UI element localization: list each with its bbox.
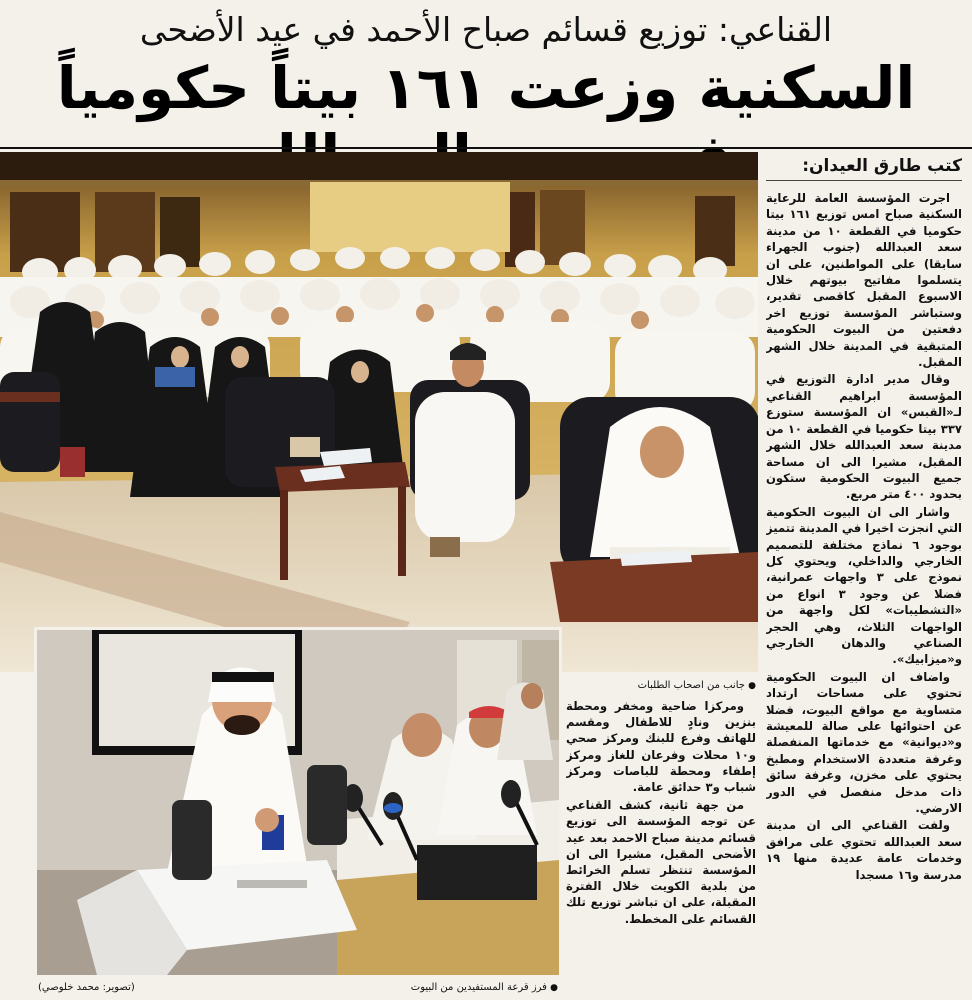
byline-divider — [766, 180, 962, 181]
audience-photo — [0, 152, 758, 672]
caption-bullet-icon: ● — [748, 681, 756, 691]
article-paragraph: واضاف ان البيوت الحكومية تحتوي على مساحات ارتداد متساوية مع مواقع البيوت، فضلا عن احتوائها على صالة للمعيشة و«ديوانية» مع خدماتها المنفصلة وغرفة متعددة الاستخدام ومطبخ يحتوي على مخزن، وغرفة سائق ذات مدخل منفصل في الدور الارضي. — [766, 669, 962, 816]
article-paragraph: وقال مدير ادارة التوزيع في المؤسسة ابراهيم القناعي لـ«القبس» ان المؤسسة ستوزع ٣٣٧ بيتا حكوميا في القطعة ١٠ من مدينة سعد العبدالله خلال الشهر المقبل، مشيرا الى ان مساحة جميع البيوت الحكومية ستكون بحدود ٤٠٠ متر مربع. — [766, 372, 962, 502]
caption-bullet-icon: ● — [550, 983, 558, 993]
article-paragraph: واشار الى ان البيوت الحكومية التي انجزت اخيرا في المدينة تتميز بوجود ٦ نماذج مختلفة للتصميم الخارجي والداخلي، ويحتوي كل نموذج على ٣ واجهات عمرانية، فضلا عن وجود ٣ انواع من «التشطيبات» لكل واجهة من الواجهات الثلاث، وهي الحجر الصناعي والدهان الخارجي و«ميزابيك». — [766, 504, 962, 667]
photo1-caption-text: جانب من اصحاب الطلبات — [637, 680, 745, 691]
byline: كتب طارق العيدان: — [802, 156, 962, 176]
article-paragraph: اجرت المؤسسة العامة للرعاية السكنية صباح امس توزيع ١٦١ بيتا حكوميا في القطعة ١٠ من مدينة سعد العبدالله (جنوب الجهراء سابقا) على المواطنين، على ان يتسلموا مفاتيح بيوتهم خلال الاسبوع المقبل كاقصى تقدير، وستباشر المؤسسة توزيع اخر دفعتين من البيوت الحكومية المتبقية في المدينة خلال الشهر المقبل. — [766, 191, 962, 370]
middle-paragraph: من جهة ثانية، كشف القناعي عن توجه المؤسسة الى توزيع قسائم مدينة صباح الاحمد بعد عيد الأضحى المقبل، مشيرا الى ان المؤسسة تنتظر تسلم الخرائط من بلدية الكويت خلال الفترة المقبلة، على ان تباشر توزيع تلك القسائم على المخطط. — [566, 798, 756, 926]
main-headline: السكنية وزعت ١٦١ بيتاً حكومياً — [56, 54, 916, 122]
article-body — [766, 190, 962, 995]
middle-paragraph: ومركزا ضاحية ومخفر ومحطة بنزين ونادٍ للاطفال ومقسم للهاتف وفرع للبنك ومركز صحي و١٠ محلات وفرعان للغاز ومركز إطفاء ومحطة للباصات ومركز شباب و٣ حدائق عامة. — [566, 699, 756, 795]
photo1-caption — [566, 680, 756, 691]
middle-column-text — [566, 698, 756, 988]
photo-credit: (تصوير: محمد خلوصي) — [38, 982, 135, 993]
draw-photo — [37, 630, 559, 975]
article-paragraph: ولفت القناعي الى ان مدينة سعد العبدالله تحتوي على مرافق وخدمات عامة عديدة منها ١٩ مدرسة و١٦ مسجدا — [766, 818, 962, 882]
photo2-caption — [330, 982, 558, 993]
kicker-headline: القناعي: توزيع قسائم صباح الأحمد في عيد الأضحى — [139, 10, 833, 49]
photo2-caption-text: فرز قرعة المستفيدين من البيوت — [410, 982, 547, 993]
header-divider — [0, 147, 972, 149]
